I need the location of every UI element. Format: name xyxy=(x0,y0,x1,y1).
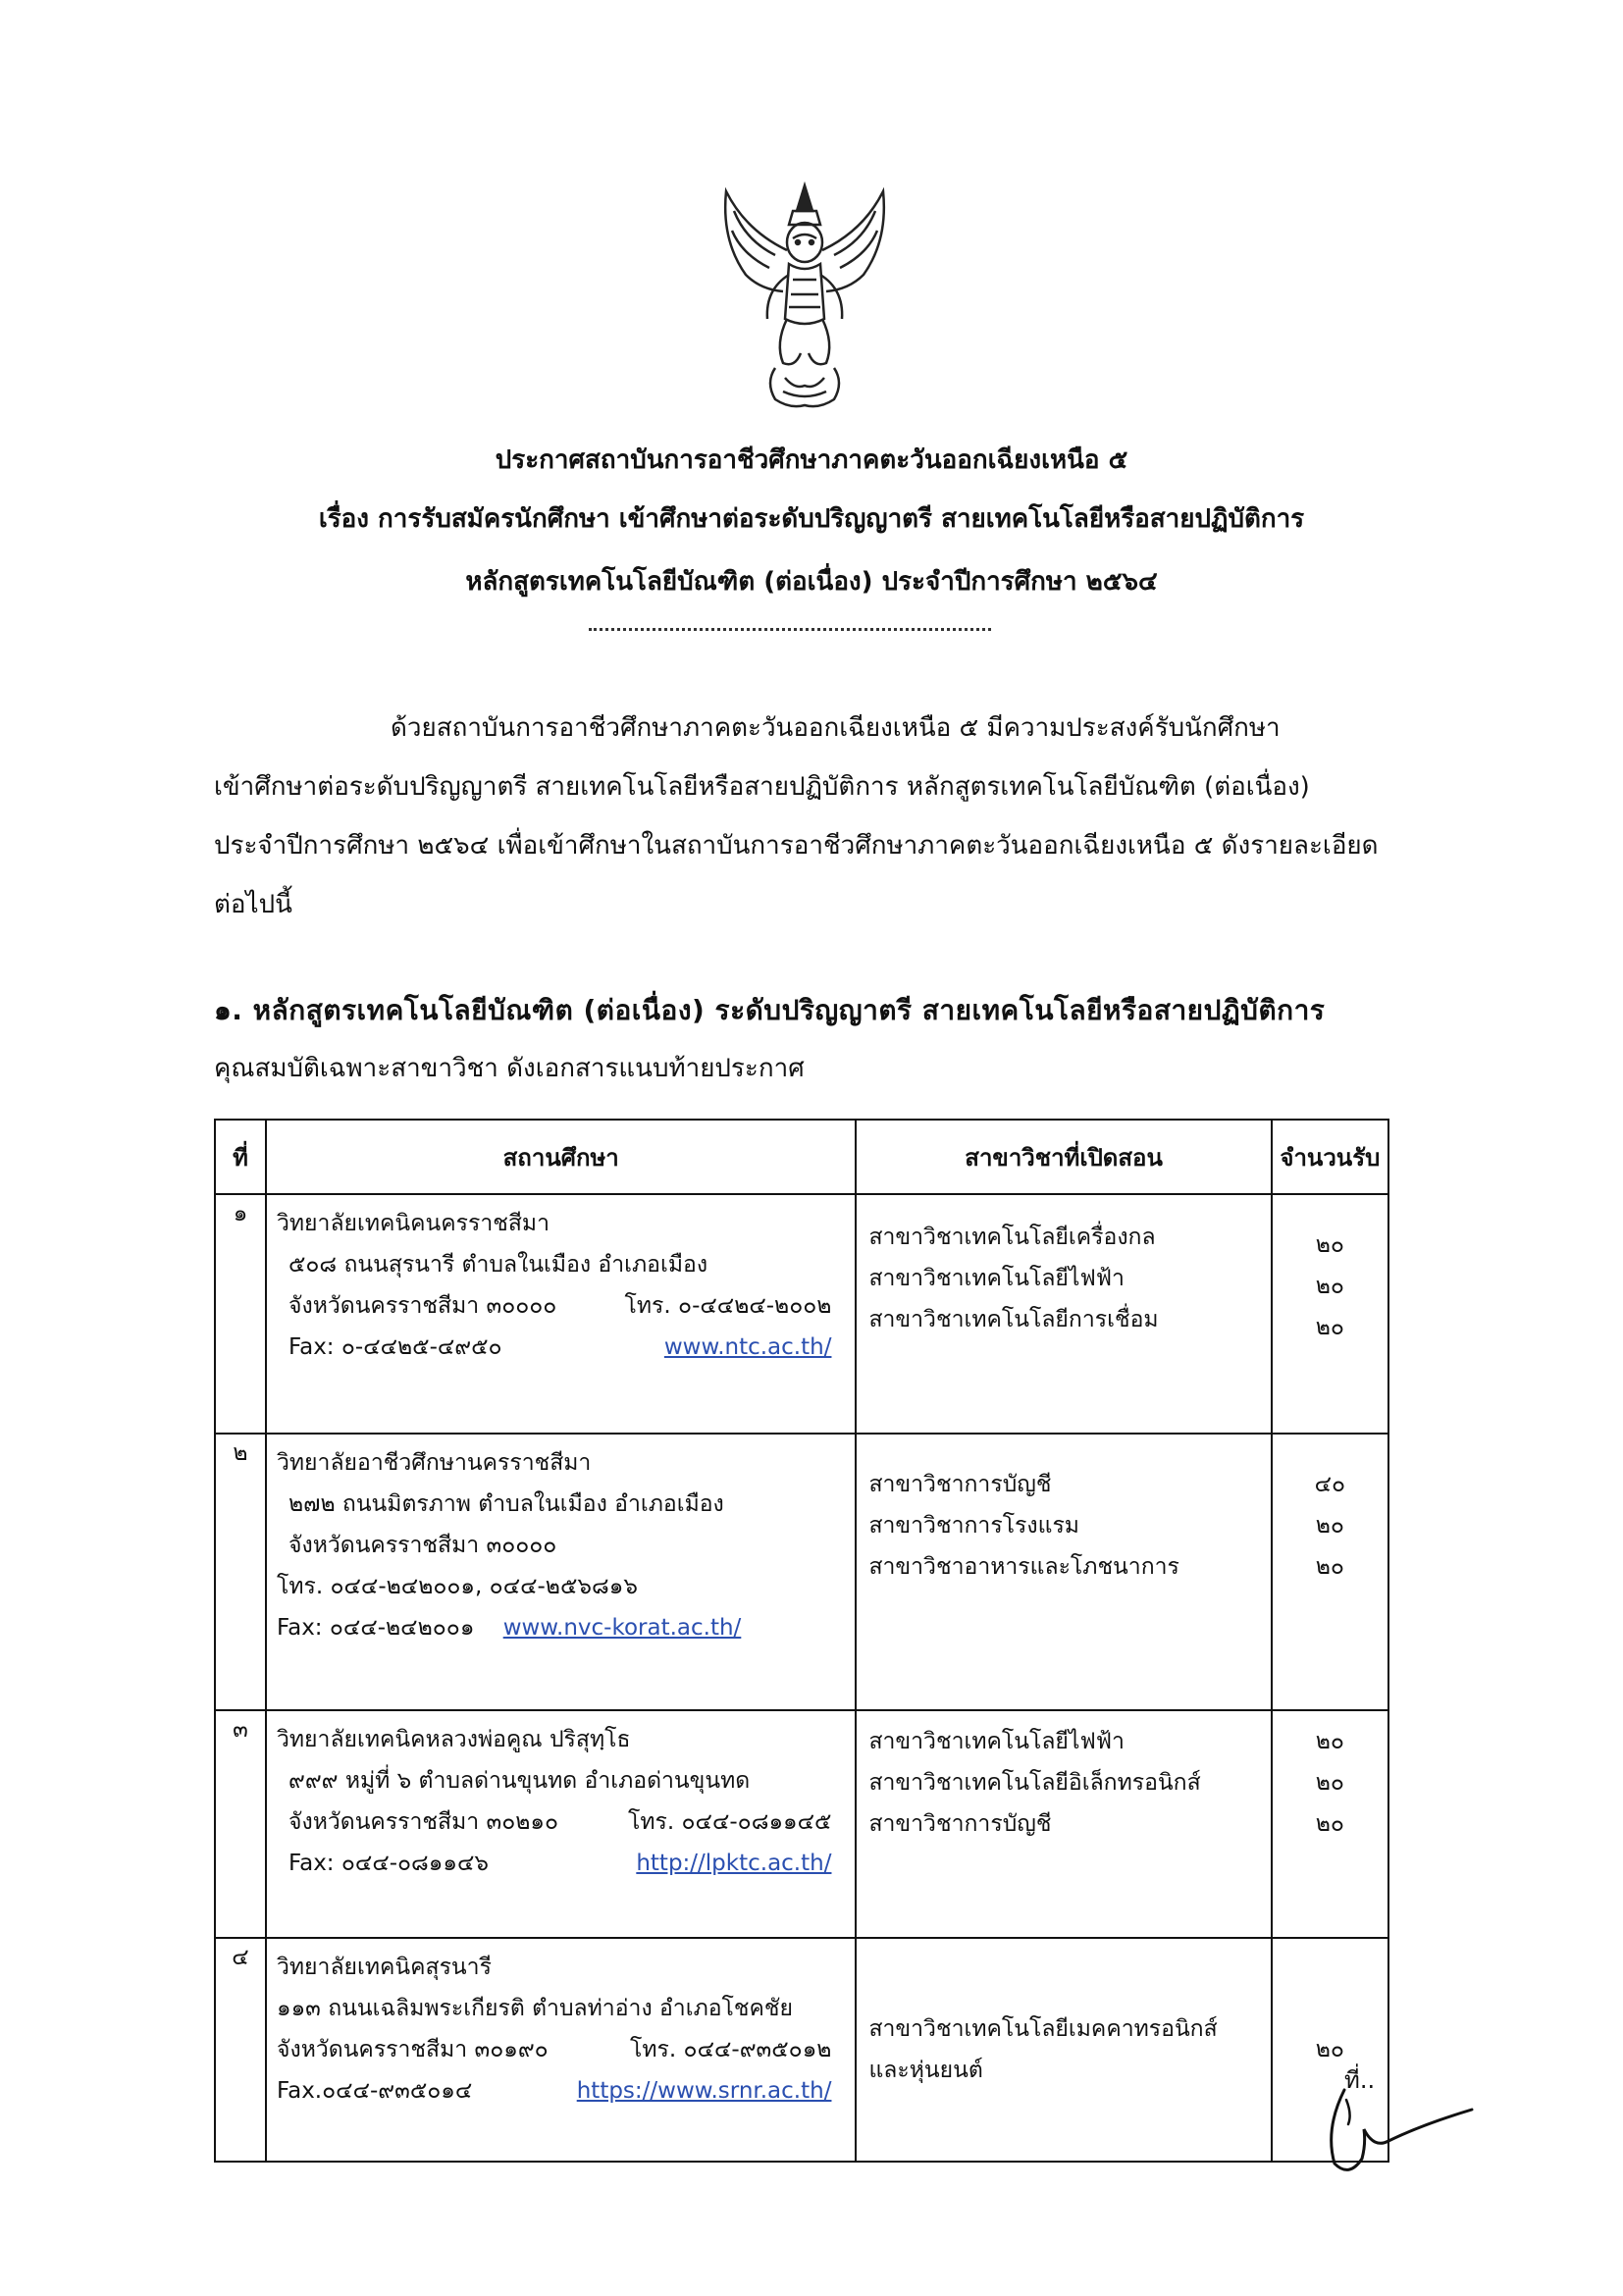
programs-cell xyxy=(856,1710,1271,1938)
province-phone-line xyxy=(277,1285,845,1327)
count-item: ๒๐ xyxy=(1315,1274,1344,1299)
program-item: สาขาวิชาเทคโนโลยีเมคคาทรอนิกส์ xyxy=(868,2016,1218,2042)
intro-line: ต่อไปนี้ xyxy=(214,890,292,919)
announcement-title: ประกาศสถาบันการอาชีวศึกษาภาคตะวันออกเฉียงเหนือ ๕ xyxy=(495,445,1128,475)
institution-province: จังหวัดนครราชสีมา ๓๐๐๐๐ xyxy=(288,1533,557,1558)
institution-name: วิทยาลัยเทคนิคนครราชสีมา xyxy=(276,1211,550,1236)
count-item: ๒๐ xyxy=(1315,1554,1344,1580)
count-item: ๒๐ xyxy=(1315,1770,1344,1796)
institution-name: วิทยาลัยเทคนิคสุรนารี xyxy=(276,1955,492,1980)
institution-address: ๕๐๘ ถนนสุรนารี ตำบลในเมือง อำเภอเมือง xyxy=(288,1252,708,1278)
section-subtitle: คุณสมบัติเฉพาะสาขาวิชา ดังเอกสารแนบท้ายประกาศ xyxy=(214,1054,805,1083)
institution-fax: Fax.๐๔๔-๙๓๕๐๑๔ xyxy=(276,2078,473,2104)
intro-line: ประจำปีการศึกษา ๒๕๖๔ เพื่อเข้าศึกษาในสถาบันการอาชีวศึกษาภาคตะวันออกเฉียงเหนือ ๕ ดังรายละเอียด xyxy=(214,831,1379,861)
announcement-subject: เรื่อง การรับสมัครนักศึกษา เข้าศึกษาต่อระดับปริญญาตรี สายเทคโนโลยีหรือสายปฏิบัติการ xyxy=(318,504,1305,534)
program-item: สาขาวิชาเทคโนโลยีเครื่องกล xyxy=(868,1225,1156,1250)
count-cell xyxy=(1272,1194,1388,1434)
institution-phone: โทร. ๐-๔๔๒๔-๒๐๐๒ xyxy=(624,1293,832,1319)
institution-fax: Fax: ๐๔๔-๐๘๑๑๔๖ xyxy=(288,1851,490,1876)
institution-province: จังหวัดนครราชสีมา ๓๐๐๐๐ xyxy=(288,1293,557,1319)
count-item: ๒๐ xyxy=(1315,1513,1344,1539)
announcement-program: หลักสูตรเทคโนโลยีบัณฑิต (ต่อเนื่อง) ประจำปีการศึกษา ๒๕๖๔ xyxy=(465,567,1158,597)
institution-phone: โทร. ๐๔๔-๐๘๑๑๔๕ xyxy=(628,1809,832,1835)
header-no: ที่ xyxy=(215,1120,266,1194)
province-phone-line xyxy=(277,1801,845,1843)
institution-website-link[interactable]: www.ntc.ac.th/ xyxy=(663,1334,832,1360)
count-item: ๒๐ xyxy=(1315,1811,1344,1837)
fax-web-line xyxy=(277,1607,845,1648)
program-item: สาขาวิชาการโรงแรม xyxy=(868,1513,1079,1539)
count-cell xyxy=(1272,1434,1388,1710)
institution-province: จังหวัดนครราชสีมา ๓๐๑๙๐ xyxy=(276,2037,549,2062)
institution-address: ๙๙๙ หมู่ที่ ๖ ตำบลด่านขุนทด อำเภอด่านขุนทด xyxy=(288,1768,751,1794)
institution-cell xyxy=(266,1710,856,1938)
institution-fax: Fax: ๐-๔๔๒๕-๔๙๕๐ xyxy=(288,1334,502,1360)
row-number: ๔ xyxy=(215,1938,266,2162)
institution-cell xyxy=(266,1938,856,2162)
programs-cell xyxy=(856,1434,1271,1710)
header-institution: สถานศึกษา xyxy=(266,1120,856,1194)
programs-cell xyxy=(856,1938,1271,2162)
row-number: ๒ xyxy=(215,1434,266,1710)
count-item: ๒๐ xyxy=(1315,2037,1344,2062)
institutions-table xyxy=(214,1119,1389,2163)
table-row xyxy=(215,1194,1388,1434)
institution-cell xyxy=(266,1194,856,1434)
signature-icon xyxy=(1305,2070,1482,2188)
row-number: ๑ xyxy=(215,1194,266,1434)
table-row xyxy=(215,1710,1388,1938)
table-row xyxy=(215,1434,1388,1710)
count-item: ๒๐ xyxy=(1315,1232,1344,1258)
province-phone-line xyxy=(277,2029,845,2070)
institution-phone: โทร. ๐๔๔-๙๓๕๐๑๒ xyxy=(630,2037,832,2062)
institution-province: จังหวัดนครราชสีมา ๓๐๒๑๐ xyxy=(288,1809,559,1835)
header-programs: สาขาวิชาที่เปิดสอน xyxy=(856,1120,1271,1194)
table-header-row xyxy=(215,1120,1388,1194)
fax-web-line xyxy=(277,2070,845,2112)
program-item: สาขาวิชาเทคโนโลยีอิเล็กทรอนิกส์ xyxy=(868,1770,1201,1796)
intro-paragraph xyxy=(214,699,1391,934)
institution-cell xyxy=(266,1434,856,1710)
section-title: ๑. หลักสูตรเทคโนโลยีบัณฑิต (ต่อเนื่อง) ระดับปริญญาตรี สายเทคโนโลยีหรือสายปฏิบัติการ xyxy=(214,994,1326,1026)
program-item: และหุ่นยนต์ xyxy=(868,2058,983,2083)
count-item: ๔๐ xyxy=(1314,1472,1346,1497)
dotted-divider xyxy=(589,628,991,631)
table-row xyxy=(215,1938,1388,2162)
count-item: ๒๐ xyxy=(1315,1315,1344,1340)
program-item: สาขาวิชาเทคโนโลยีไฟฟ้า xyxy=(868,1266,1125,1291)
count-cell xyxy=(1272,1710,1388,1938)
institution-address: ๑๑๓ ถนนเฉลิมพระเกียรติ ตำบลท่าอ่าง อำเภอโชคชัย xyxy=(276,1996,793,2021)
row-number: ๓ xyxy=(215,1710,266,1938)
programs-cell xyxy=(856,1194,1271,1434)
program-item: สาขาวิชาอาหารและโภชนาการ xyxy=(868,1554,1179,1580)
header-count: จำนวนรับ xyxy=(1272,1120,1388,1194)
program-item: สาขาวิชาเทคโนโลยีการเชื่อม xyxy=(868,1307,1159,1332)
program-item: สาขาวิชาการบัญชี xyxy=(868,1472,1052,1497)
institution-name: วิทยาลัยอาชีวศึกษานครราชสีมา xyxy=(276,1450,592,1476)
garuda-emblem-icon xyxy=(707,182,903,412)
program-item: สาขาวิชาการบัญชี xyxy=(868,1811,1052,1837)
institution-website-link[interactable]: www.nvc-korat.ac.th/ xyxy=(502,1615,742,1641)
intro-line: เข้าศึกษาต่อระดับปริญญาตรี สายเทคโนโลยีหรือสายปฏิบัติการ หลักสูตรเทคโนโลยีบัณฑิต (ต่อเนื่อง) xyxy=(214,772,1310,802)
institution-website-link[interactable]: http://lpktc.ac.th/ xyxy=(636,1851,832,1876)
program-item: สาขาวิชาเทคโนโลยีไฟฟ้า xyxy=(868,1729,1125,1754)
page-continuation: ที่.. xyxy=(1344,2066,1376,2094)
institution-name: วิทยาลัยเทคนิคหลวงพ่อคูณ ปริสุทฺโธ xyxy=(276,1727,631,1752)
institution-address: ๒๗๒ ถนนมิตรภาพ ตำบลในเมือง อำเภอเมือง xyxy=(288,1491,724,1517)
fax-web-line xyxy=(277,1843,845,1884)
institution-fax: Fax: ๐๔๔-๒๔๒๐๐๑ xyxy=(276,1615,475,1641)
institution-phone: โทร. ๐๔๔-๒๔๒๐๐๑, ๐๔๔-๒๕๖๘๑๖ xyxy=(276,1574,638,1599)
count-item: ๒๐ xyxy=(1315,1729,1344,1754)
intro-line: ด้วยสถาบันการอาชีวศึกษาภาคตะวันออกเฉียงเหนือ ๕ มีความประสงค์รับนักศึกษา xyxy=(391,713,1281,743)
institution-website-link[interactable]: https://www.srnr.ac.th/ xyxy=(576,2078,832,2104)
fax-web-line xyxy=(277,1327,845,1368)
